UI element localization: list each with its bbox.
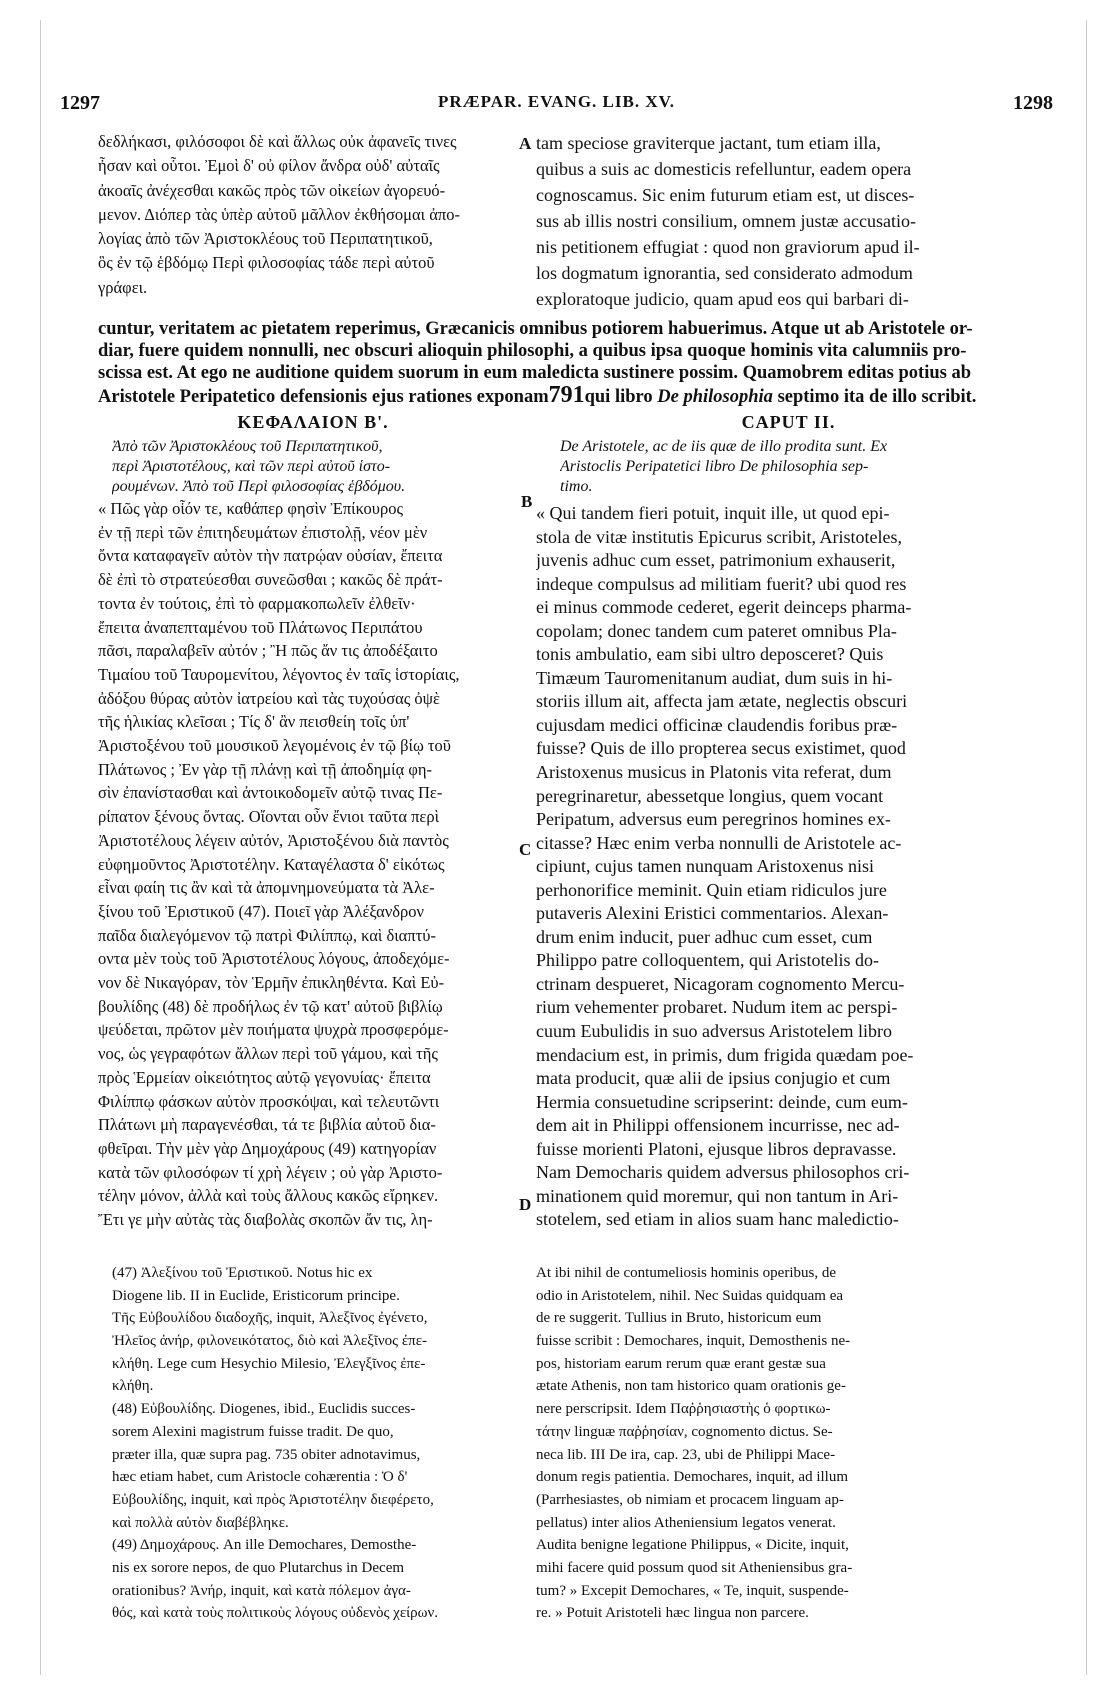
chapter-subtitle-line: timo. xyxy=(560,478,593,495)
greek-body-line: Πλάτωνι μὴ παραγενέσθαι, τά τε βιβλία αὐτοῦ δια- xyxy=(98,1115,436,1135)
latin-body-line: tonis ambulatio, eam sibi ultro deposceret? Quis xyxy=(536,644,884,665)
page-number-right: 1298 xyxy=(1013,92,1053,114)
notes-left-line: orationibus? Ἀνήρ, inquit, καὶ κατὰ πόλεμον ἀγα- xyxy=(112,1582,411,1599)
chapter-title-latin: CAPUT II. xyxy=(741,412,836,432)
notes-right-line: At ibi nihil de contumeliosis hominis operibus, de xyxy=(536,1265,836,1281)
greek-body-line: τέλην μόνον, ἀλλὰ καὶ τοὺς ἄλλους κακῶς εἴρηκεν. xyxy=(98,1186,439,1206)
notes-right-line: pos, historiam earum rerum quæ erant gestæ sua xyxy=(536,1355,826,1372)
chapter-subtitle-greek xyxy=(112,437,532,497)
greek-body-line: Ἀριστοτέλους λέγειν αὐτόν, Ἀριστοξένου διὰ παντὸς xyxy=(98,830,449,850)
notes-right-line: neca lib. III De ira, cap. 23, ubi de Philippi Mace- xyxy=(536,1446,836,1463)
latin-body-line: peregrinaretur, abessetque longius, quem vocant xyxy=(536,785,884,806)
full-width-last-line xyxy=(98,384,1033,408)
margin-marker-a: A xyxy=(519,134,532,153)
top-latin-line: los dogmatum ignorantia, sed considerato admodum xyxy=(536,263,913,283)
greek-body-line: εἶναι φαίη τις ἂν καὶ τὰ ἀπομνημονεύματα τὰ Ἀλε- xyxy=(98,878,435,898)
greek-body-line: ἀδόξου θύρας αὐτὸν ἰατρείου καὶ τὰς τυχούσας ὀψὲ xyxy=(98,688,440,708)
latin-body-line: copolam; donec tandem cum pateret omnibus Pla- xyxy=(536,620,897,641)
notes-right-line: mihi facere quid possum quod sit Atheniensibus gra- xyxy=(536,1559,853,1576)
notes-right-line: tum? » Excepit Demochares, « Te, inquit, suspende- xyxy=(536,1582,849,1599)
greek-body-line: πᾶσι, παραλαβεῖν αὐτόν ; Ἢ πῶς ἄν τις ἀποδέξαιτο xyxy=(98,641,438,661)
chapter-subtitle-line: De Aristotele, ac de iis quæ de illo prodita sunt. Ex xyxy=(560,438,888,455)
notes-left-line: præter illa, quæ supra pag. 735 obiter adnotavimus, xyxy=(112,1446,421,1463)
notes-right-line: nere perscripsit. Idem Παῤῥησιαστὴς ὁ φορτικω- xyxy=(536,1401,831,1418)
top-greek-line: ὃς ἐν τῷ ἑβδόμῳ Περὶ φιλοσοφίας τάδε περὶ αὐτοῦ xyxy=(98,253,435,273)
greek-body-line: φθεῖραι. Τὴν μὲν γὰρ Δημοχάρους (49) κατηγορίαν xyxy=(98,1138,437,1158)
notes-right-line: Audita benigne legatione Philippus, « Dicite, inquit, xyxy=(536,1537,849,1554)
greek-body-line: τοντα ἐν τούτοις, ἐπὶ τὸ φαρμακοπωλεῖν ἐλθεῖν· xyxy=(98,593,416,613)
greek-body-line: ψεύδεται, πρῶτον μὲν ποιήματα ψυχρὰ προσφερόμε- xyxy=(98,1020,449,1040)
notes-left-line: κλήθη. xyxy=(112,1378,154,1395)
notes-right-line: de re suggerit. Tullius in Bruto, historicum eum xyxy=(536,1310,822,1327)
top-latin-line: tam speciose graviterque jactant, tum etiam illa, xyxy=(536,133,881,153)
notes-right-line: τάτην linguæ παῤῥησίαν, cognomento dictus. Se- xyxy=(536,1423,833,1440)
greek-body-line: εὐφημοῦντος Ἀριστοτέλην. Καταγέλαστα δ' εἰκότως xyxy=(98,854,445,874)
latin-body-line: mata producit, quæ alii de ipsius conjugio et cum xyxy=(536,1068,891,1089)
notes-left-line: Diogene lib. II in Euclide, Eristicorum principe. xyxy=(112,1287,400,1304)
latin-body-line: storiis illum ait, affecta jam ætate, neglectis obscuri xyxy=(536,691,908,712)
latin-body-line: stotelem, sed etiam in alios suam hanc maledictio- xyxy=(536,1209,899,1230)
notes-left-line: θός, καὶ κατὰ τοὺς πολιτικοὺς λόγους οὐδενὸς χείρων. xyxy=(112,1605,439,1622)
top-greek-line: γράφει. xyxy=(98,277,148,297)
greek-body-line: ρίπατον ξένους ὄντας. Οἴονται οὖν ἔνιοι ταῦτα περὶ xyxy=(98,807,440,827)
latin-body-line: Aristoxenus musicus in Platonis vita referat, dum xyxy=(536,762,892,783)
chapter-subtitle-latin xyxy=(560,437,1040,497)
margin-marker-b: B xyxy=(521,492,533,511)
greek-body-line: Τιμαίου τοῦ Ταυρομενίτου, λέγοντος ἐν ταῖς ἱστορίαις, xyxy=(98,664,460,684)
latin-body-line: Philippo patre colloquentem, qui Aristotelis do- xyxy=(536,950,879,971)
greek-body-line: κατὰ τῶν φιλοσόφων τί χρὴ λέγειν ; οὐ γὰρ Ἀριστο- xyxy=(98,1162,443,1182)
full-lines-line: cuntur, veritatem ac pietatem reperimus, Græcanicis omnibus potiorem habuerimus. Atque ut ab Aristotele or- xyxy=(98,319,973,339)
latin-body-line: Hermia consuetudine scripserint: deinde, cum eum- xyxy=(536,1091,908,1112)
chapter-subtitle-line: ρουμένων. Ἀπὸ τοῦ Περὶ φιλοσοφίας ἑβδόμου. xyxy=(112,478,406,495)
latin-body-line: « Qui tandem fieri potuit, inquit ille, ut quod epi- xyxy=(536,503,890,523)
latin-body-line: Nam Democharis quidem adversus philosophos cri- xyxy=(536,1162,910,1183)
latin-body-line: ctrinam despueret, Nicagoram cognomento Mercu- xyxy=(536,973,905,994)
notes-left-line: hæc etiam habet, cum Aristocle cohærentia : Ὁ δ' xyxy=(112,1469,408,1486)
margin-marker-d: D xyxy=(519,1195,532,1214)
greek-body-column xyxy=(98,497,528,1232)
latin-body-line: ei minus commode cederet, egerit deinceps pharma- xyxy=(536,597,912,618)
notes-left-line: nis ex sorore nepos, de quo Plutarchus in Decem xyxy=(112,1559,405,1576)
notes-left-line: κλήθη. Lege cum Hesychio Milesio, Ἐλεγξῖνος ἐπε- xyxy=(112,1355,426,1372)
latin-body-line: fuisse? Quis de illo propterea secus existimet, quod xyxy=(536,738,906,759)
top-greek-line: λογίας ἀπὸ τῶν Ἀριστοκλέους τοῦ Περιπατητικοῦ, xyxy=(98,229,433,249)
greek-body-line: ξίνου τοῦ Ἐριστικοῦ (47). Ποιεῖ γὰρ Ἀλέξανδρον xyxy=(98,901,424,921)
greek-body-line: βουλίδης (48) δὲ προδήλως ἐν τῷ κατ' αὐτοῦ βιβλίῳ xyxy=(98,996,443,1016)
notes-left-line: sorem Alexini magistrum fuisse tradit. De quo, xyxy=(112,1423,394,1440)
greek-body-line: « Πῶς γὰρ οἷόν τε, καθάπερ φησὶν Ἐπίκουρος xyxy=(98,499,403,518)
notes-right-line: donum regis patientia. Demochares, inquit, ad illum xyxy=(536,1469,849,1486)
notes-right-line: re. » Potuit Aristoteli hæc lingua non parcere. xyxy=(536,1605,809,1622)
greek-body-line: ἔπειτα ἀναπεπταμένου τοῦ Πλάτωνος Περιπάτου xyxy=(98,617,423,637)
top-latin-line: nis petitionem effugiat : quod non graviorum apud il- xyxy=(536,237,920,257)
latin-body-line: indeque compulsus ad militiam fuerit? ubi quod res xyxy=(536,573,907,594)
top-latin-line: sus ab illis nostri consilium, omnem justæ accusatio- xyxy=(536,211,916,231)
top-latin-line: cognoscamus. Sic enim futurum etiam est, ut disces- xyxy=(536,185,915,205)
latin-body-line: minationem quid moremur, qui non tantum in Ari- xyxy=(536,1185,899,1206)
notes-right-line: ætate Athenis, non tam historico quam orationis ge- xyxy=(536,1378,846,1395)
full-last-after: qui libro xyxy=(584,387,658,407)
greek-body-line: οντα μὲν τοὺς τοῦ Ἀριστοτέλους λόγους, ἀποδεχόμε- xyxy=(98,949,450,969)
notes-right-line: (Parrhesiastes, ob nimiam et procacem linguam ap- xyxy=(536,1491,844,1508)
full-last-end: septimo ita de illo scribit. xyxy=(772,387,977,407)
notes-left-line: καὶ πολλὰ αὐτὸν διαβέβληκε. xyxy=(112,1514,289,1531)
latin-body-line: cipiunt, cujus tamen nunquam Aristoxenus nisi xyxy=(536,856,874,877)
full-lines-line: scissa est. At ego ne auditione quidem suorum in eum maledicta sustinere possim. Quamobrem editas potius ab xyxy=(98,363,971,383)
notes-left-line: Εὐβουλίδης, inquit, καὶ πρὸς Ἀριστοτέλην διεφέρετο, xyxy=(112,1491,434,1508)
latin-body-line: citasse? Hæc enim verba nonnulli de Aristotele ac- xyxy=(536,832,902,853)
latin-body-line: putaveris Alexini Eristici commentarios. Alexan- xyxy=(536,903,889,924)
chapter-subtitle-line: Ἀπὸ τῶν Ἀριστοκλέους τοῦ Περιπατητικοῦ, xyxy=(112,438,383,455)
full-last-italic: De philosophia xyxy=(657,387,773,407)
greek-body-line: Ἔτι γε μὴν αὐτὰς τὰς διαβολὰς σκοπῶν ἄν τις, λη- xyxy=(98,1210,433,1230)
latin-body-line: stola de vitæ institutis Epicurus scribit, Aristoteles, xyxy=(536,526,902,547)
latin-body-line: Timæum Tauromenitanum audiat, dum suis in hi- xyxy=(536,667,893,688)
page-number-left: 1297 xyxy=(60,92,100,114)
latin-body-line: mendacium est, in primis, dum frigida quædam poe- xyxy=(536,1044,914,1065)
notes-left-line: Ἠλεῖος ἀνήρ, φιλονεικότατος, διὸ καὶ Ἀλεξῖνος ἐπε- xyxy=(112,1333,428,1350)
top-greek-line: μενον. Διόπερ τὰς ὑπὲρ αὐτοῦ μᾶλλον ἐκθήσομαι ἀπο- xyxy=(98,204,460,224)
greek-body-line: νον δὲ Νικαγόραν, τὸν Ἑρμῆν ἐπικληθέντα. Καὶ Εὐ- xyxy=(98,973,445,993)
latin-body-line: cujusdam medici officinæ claudendis foribus præ- xyxy=(536,714,898,735)
chapter-subtitle-line: περὶ Ἀριστοτέλους, καὶ τῶν περὶ αὐτοῦ ἱστο- xyxy=(112,458,391,475)
top-greek-line: ἦσαν καὶ οὗτοι. Ἐμοὶ δ' οὐ φίλον ἄνδρα οὐδ' αὐταῖς xyxy=(98,156,440,176)
greek-body-line: Πλάτωνος ; Ἐν γὰρ τῇ πλάνῃ καὶ τῇ ἀποδημίᾳ φη- xyxy=(98,759,433,779)
greek-body-line: Ἀριστοξένου τοῦ μουσικοῦ λεγομένοις ἐν τῷ βίῳ τοῦ xyxy=(98,736,451,756)
column-page-number: 791 xyxy=(548,382,585,408)
top-greek-column xyxy=(98,130,528,300)
notes-left-line: (48) Εὐβουλίδης. Diogenes, ibid., Euclidis succes- xyxy=(112,1401,416,1418)
top-greek-line: ἀκοαῖς ἀνέχεσθαι κακῶς πρὸς τῶν οἰκείων ἀγορευό- xyxy=(98,180,446,200)
greek-body-line: παῖδα διαλεγόμενον τῷ πατρὶ Φιλίππῳ, καὶ διαπτύ- xyxy=(98,925,436,945)
greek-body-line: δὲ ἐπὶ τὸ στρατεύεσθαι συνεῶσθαι ; κακῶς δὲ πράτ- xyxy=(98,570,443,590)
chapter-title-greek: ΚΕΦΑΛΑΙΟΝ Β'. xyxy=(237,412,389,432)
running-title: PRÆPAR. EVANG. LIB. XV. xyxy=(438,92,675,111)
notes-left-line: Τῆς Εὐβουλίδου διαδοχῆς, inquit, Ἀλεξῖνος ἐγένετο, xyxy=(112,1310,428,1327)
notes-right-line: pellatus) inter alios Atheniensium legatos venerat. xyxy=(536,1514,836,1531)
notes-left-line: (47) Ἀλεξίνου τοῦ Ἐριστικοῦ. Notus hic ex xyxy=(112,1265,373,1281)
chapter-subtitle-line: Aristoclis Peripatetici libro De philosophia sep- xyxy=(560,458,869,475)
latin-body-line: dem ait in Philippi offensionem incurrisse, nec ad- xyxy=(536,1115,900,1136)
full-last-before: Aristotele Peripatetico defensionis ejus rationes exponam xyxy=(98,387,549,407)
latin-body-line: perhonorifice meminit. Quin etiam ridiculos jure xyxy=(536,879,887,900)
top-greek-line: δεδλήκασι, φιλόσοφοι δὲ καὶ ἄλλως οὐκ ἀφανεῖς τινες xyxy=(98,132,457,151)
greek-body-line: Φιλίππῳ φάσκων αὐτὸν προσκόψαι, καὶ τελευτῶντι xyxy=(98,1091,440,1111)
full-lines-line: diar, fuere quidem nonnulli, nec obscuri alioquin philosophi, a quibus ipsa quoque hominis vita calumniis pro- xyxy=(98,341,967,361)
top-latin-column xyxy=(536,130,1041,312)
latin-body-line: drum enim inducit, puer adhuc cum esset, cum xyxy=(536,926,873,947)
full-width-text xyxy=(98,318,1033,384)
greek-body-line: νος, ὡς γεγραφότων ἄλλων περὶ τοῦ γάμου, καὶ τῆς xyxy=(98,1044,438,1064)
greek-body-line: ἐν τῇ περὶ τῶν ἐπιτηδευμάτων ἐπιστολῇ, νέον μὲν xyxy=(98,522,428,542)
latin-body-line: rium vehementer probaret. Nudum item ac perspi- xyxy=(536,997,898,1018)
greek-body-line: ὄντα καταφαγεῖν αὐτὸν τὴν πατρῴαν οὐσίαν, ἔπειτα xyxy=(98,546,443,566)
top-latin-line: exploratoque judicio, quam apud eos qui barbari di- xyxy=(536,289,909,309)
latin-body-column xyxy=(536,502,1041,1232)
margin-marker-c: C xyxy=(519,840,532,859)
latin-body-line: fuisse morienti Platoni, ejusque libros depravasse. xyxy=(536,1138,897,1159)
notes-right-line: fuisse scribit : Demochares, inquit, Demosthenis ne- xyxy=(536,1333,851,1350)
latin-body-line: cuum Eubulidis in suo adversus Aristotelem libro xyxy=(536,1021,892,1042)
greek-body-line: τῆς ἡλικίας κλεῖσαι ; Τίς δ' ἂν πεισθείη τοῖς ὑπ' xyxy=(98,712,410,732)
greek-body-line: πρὸς Ἑρμείαν οἰκειότητος αὐτῷ γεγονυίας· ἔπειτα xyxy=(98,1067,431,1087)
footnotes-left xyxy=(112,1262,537,1625)
greek-body-line: σὶν ἐπανίστασθαι καὶ ἀντοικοδομεῖν αὐτῷ τινας Πε- xyxy=(98,783,443,803)
top-latin-line: quibus a suis ac domesticis refelluntur, eadem opera xyxy=(536,159,912,179)
footnotes-right xyxy=(536,1262,1041,1625)
notes-left-line: (49) Δημοχάρους. An ille Demochares, Demosthe- xyxy=(112,1537,417,1554)
latin-body-line: juvenis adhuc cum esset, patrimonium exhauserit, xyxy=(536,550,896,571)
notes-right-line: odio in Aristotelem, nihil. Nec Suidas quidquam ea xyxy=(536,1287,844,1304)
latin-body-line: Peripatum, adversus eum peregrinos homines ex- xyxy=(536,809,891,830)
